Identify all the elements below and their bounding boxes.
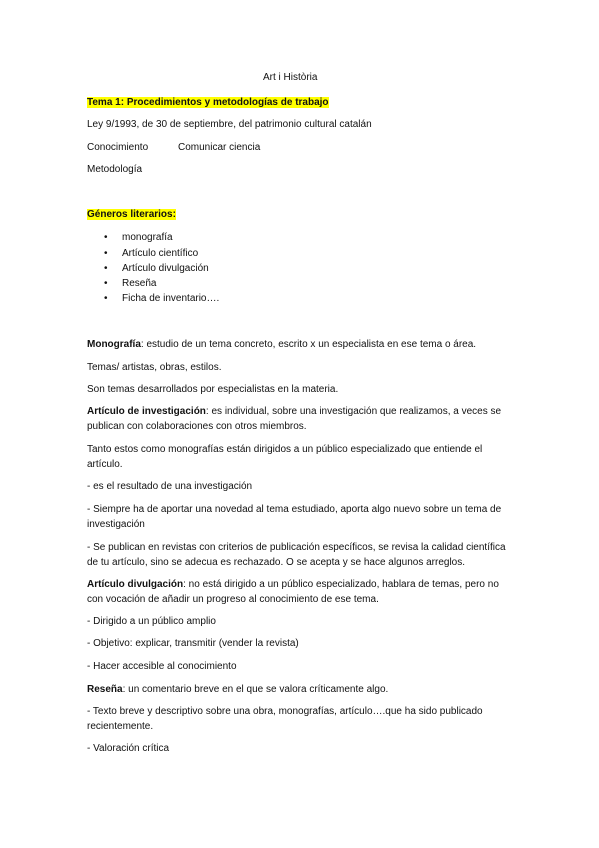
tanto-paragraph: Tanto estos como monografías están dirigidos a un público especializado que entiende el artículo.: [87, 444, 483, 470]
siempre-paragraph: - Siempre ha de aportar una novedad al tema estudiado, aporta algo nuevo sobre un tema de investigación: [87, 504, 502, 530]
metodologia-label: Metodología: [87, 164, 143, 175]
resena-paragraph: [87, 682, 517, 697]
monografia-def: : estudio de un tema concreto, escrito x un especialista en ese tema o área.: [140, 339, 477, 350]
son-temas-line: Son temas desarrollados por especialistas en la materia.: [87, 384, 339, 395]
valoracion-line: - Valoración crítica: [87, 743, 170, 754]
tema-heading-text: Tema 1: Procedimientos y metodologías de trabajo: [87, 97, 329, 108]
list-item: Artículo divulgación: [122, 263, 209, 274]
comunicar-label: Comunicar ciencia: [178, 142, 261, 153]
generos-heading-text: Géneros literarios:: [87, 209, 176, 220]
monografia-paragraph: [87, 337, 517, 352]
articulo-divulgacion-paragraph: [87, 577, 517, 607]
bullet-dot-icon: •: [104, 232, 108, 243]
generos-heading: [87, 207, 176, 222]
articulo-divulgacion-term: Artículo divulgación: [87, 579, 184, 590]
list-item: Ficha de inventario….: [122, 293, 220, 304]
list-item: Artículo científico: [122, 248, 199, 259]
law-line: Ley 9/1993, de 30 de septiembre, del patrimonio cultural catalán: [87, 119, 372, 130]
objetivo-line: - Objetivo: explicar, transmitir (vender la revista): [87, 638, 299, 649]
articulo-investigacion-def: : es individual, sobre una investigación que realizamos, a veces se publican con colaboraciones con otros miembros.: [87, 406, 502, 432]
bullet-dot-icon: •: [104, 293, 108, 304]
conocimiento-label: Conocimiento: [87, 142, 149, 153]
publican-paragraph: - Se publican en revistas con criterios de publicación específicos, se revisa la calidad científica de tu artículo, sino se adecua es rechazado. O se acepta y se hace algunos arreglos.: [87, 542, 506, 568]
resena-def: : un comentario breve en el que se valora críticamente algo.: [122, 684, 389, 695]
texto-breve-paragraph: - Texto breve y descriptivo sobre una obra, monografías, artículo….que ha sido publicado recientemente.: [87, 706, 483, 732]
list-item: monografía: [122, 232, 173, 243]
temas-line: Temas/ artistas, obras, estilos.: [87, 362, 222, 373]
dirigido-line: - Dirigido a un público amplio: [87, 616, 216, 627]
articulo-divulgacion-def: : no está dirigido a un público especializado, hablara de temas, pero no con vocación de añadir un progreso al conocimiento de ese tema.: [87, 579, 499, 605]
bullet-dot-icon: •: [104, 248, 108, 259]
articulo-investigacion-paragraph: [87, 404, 517, 434]
bullet-dot-icon: •: [104, 278, 108, 289]
articulo-investigacion-term: Artículo de investigación: [87, 406, 206, 417]
monografia-term: Monografía: [87, 339, 141, 350]
accesible-line: - Hacer accesible al conocimiento: [87, 661, 237, 672]
bullet-dot-icon: •: [104, 263, 108, 274]
tema-heading: [87, 95, 329, 110]
list-item: Reseña: [122, 278, 157, 289]
document-title: Art i Història: [263, 72, 318, 83]
resena-term: Reseña: [87, 684, 123, 695]
resultado-line: - es el resultado de una investigación: [87, 481, 253, 492]
